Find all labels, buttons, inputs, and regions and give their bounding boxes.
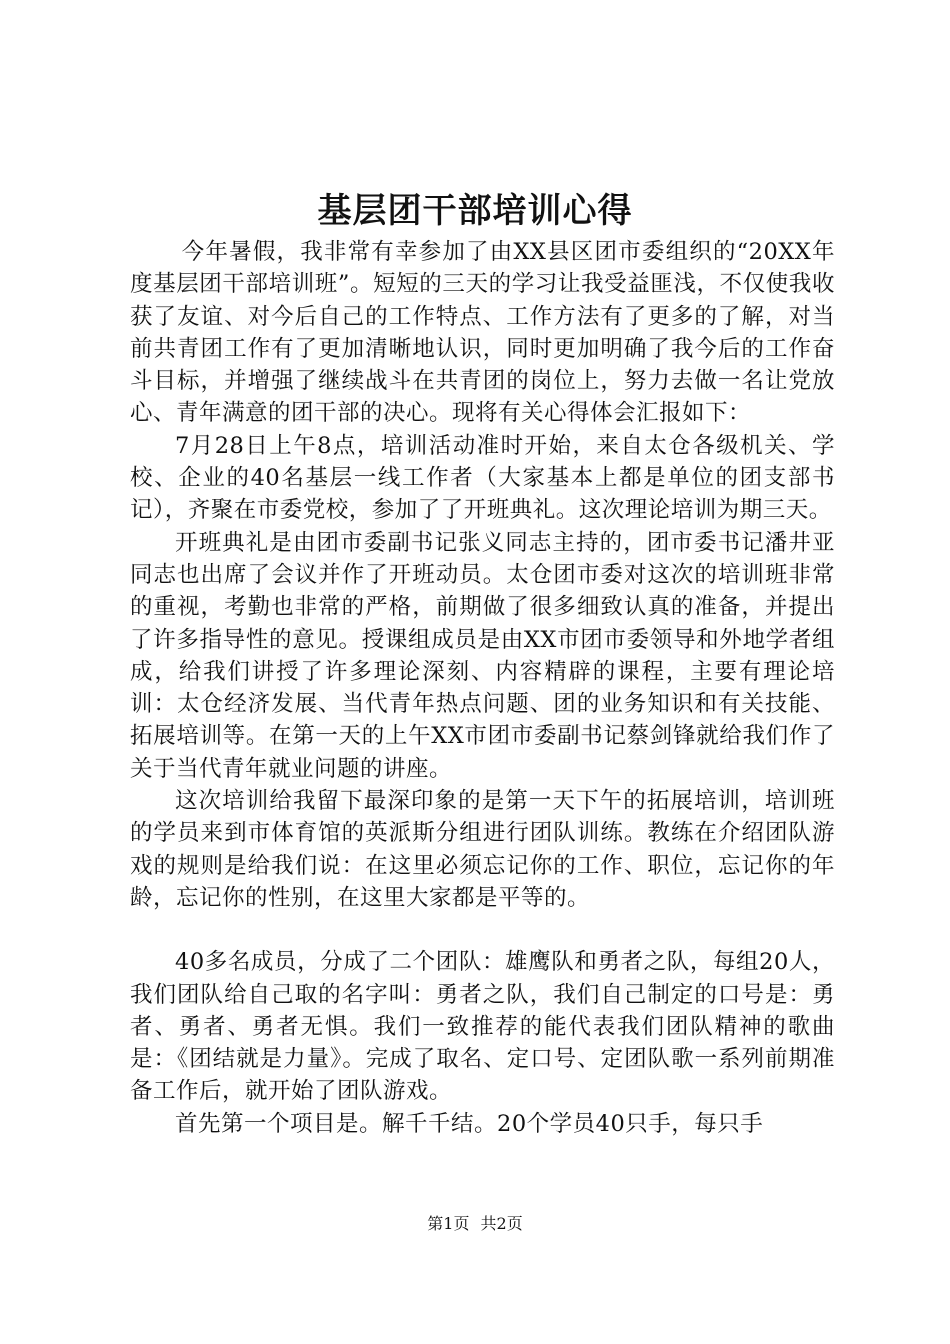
- document-title: 基层团干部培训心得: [317, 191, 633, 231]
- page-number: 第1页: [427, 1214, 470, 1233]
- document-body: [130, 236, 835, 1140]
- paragraph-gap: [130, 914, 835, 946]
- paragraph: 首先第一个项目是。解千千结。20个学员40只手，每只手: [175, 1110, 764, 1137]
- paragraph: 今年暑假，我非常有幸参加了由XX县区团市委组织的“20XX年度基层团干部培训班”。短短的三天的学习让我受益匪浅，不仅使我收获了友谊、对今后自己的工作特点、工作方法有了更多的了解，对当前共青团工作有了更加清晰地认识，同时更加明确了我今后的工作奋斗目标，并增强了继续战斗在共青团的岗位上，努力去做一名让党放心、青年满意的团干部的决心。现将有关心得体会汇报如下：: [130, 239, 835, 427]
- paragraph: 这次培训给我留下最深印象的是第一天下午的拓展培训，培训班的学员来到市体育馆的英派斯分组进行团队训练。教练在介绍团队游戏的规则是给我们说：在这里必须忘记你的工作、职位，忘记你的年龄，忘记你的性别，在这里大家都是平等的。: [130, 788, 835, 911]
- paragraph: 40多名成员，分成了二个团队：雄鹰队和勇者之队，每组20人，我们团队给自己取的名字叫：勇者之队，我们自己制定的口号是：勇者、勇者、勇者无惧。我们一致推荐的能代表我们团队精神的歌曲是：《团结就是力量》。完成了取名、定口号、定团队歌一系列前期准备工作后，就开始了团队游戏。: [130, 949, 835, 1105]
- page-total: 共2页: [480, 1214, 523, 1233]
- paragraph: 7月28日上午8点，培训活动准时开始，来自太仓各级机关、学校、企业的40名基层一线工作者（大家基本上都是单位的团支部书记），齐聚在市委党校，参加了了开班典礼。这次理论培训为期三天。: [130, 432, 835, 524]
- paragraph: 开班典礼是由团市委副书记张义同志主持的，团市委书记潘井亚同志也出席了会议并作了开班动员。太仓团市委对这次的培训班非常的重视，考勤也非常的严格，前期做了很多细致认真的准备，并提出了许多指导性的意见。授课组成员是由XX市团市委领导和外地学者组成，给我们讲授了许多理论深刻、内容精辟的课程，主要有理论培训：太仓经济发展、当代青年热点问题、团的业务知识和有关技能、拓展培训等。在第一天的上午XX市团市委副书记蔡剑锋就给我们作了关于当代青年就业问题的讲座。: [130, 529, 835, 782]
- page-footer: [0, 1212, 950, 1236]
